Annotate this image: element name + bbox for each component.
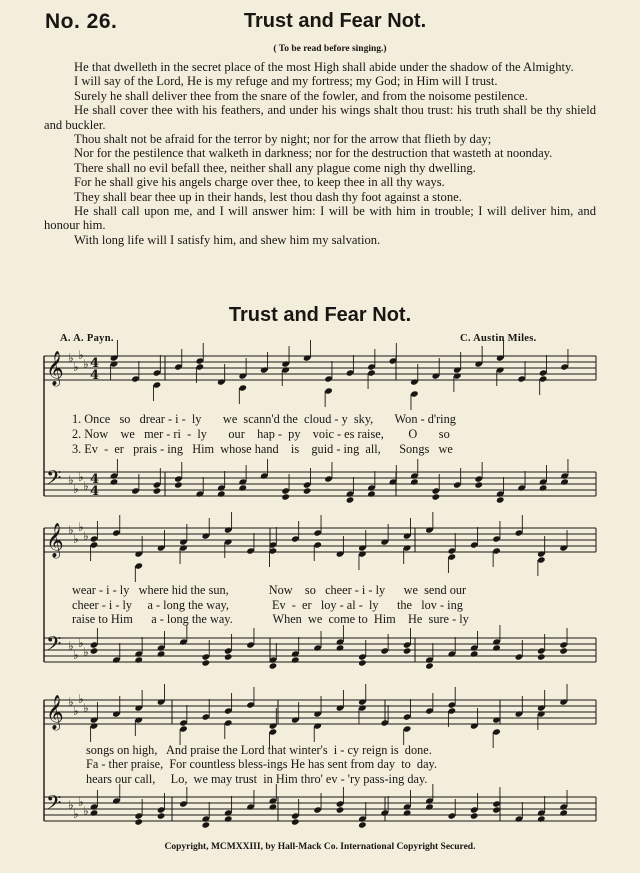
note-head: [157, 650, 166, 657]
copyright-notice: Copyright, MCMXXIII, by Hall-Mack Co. International Copyright Secured.: [164, 842, 476, 852]
note-head: [560, 478, 569, 485]
flat-icon: ♭: [73, 360, 79, 374]
hymn-number: No. 26.: [45, 10, 118, 33]
note-head: [110, 478, 119, 485]
note-head: [358, 659, 367, 666]
note-head: [470, 650, 479, 657]
reading-verse: He shall cover thee with his feathers, and under his wings shalt thou trust: his truth shall be thy shield and buckler.: [44, 103, 596, 132]
reading-verse: I will say of the Lord, He is my refuge and my fortress; my God; in Him will I trust.: [74, 74, 498, 89]
flat-icon: ♭: [83, 645, 89, 659]
flat-icon: ♭: [73, 648, 79, 662]
flat-icon: ♭: [68, 523, 74, 537]
reading-verse: They shall bear thee up in their hands, lest thou dash thy foot against a stone.: [74, 189, 462, 204]
time-signature: 4: [90, 484, 100, 499]
note-head: [425, 662, 434, 669]
note-head: [224, 653, 233, 660]
reading-verse: Thou shalt not be afraid for the terror by night; nor for the arrow that flieth by day;: [74, 132, 492, 147]
note-head: [134, 818, 143, 825]
flat-icon: ♭: [83, 357, 89, 371]
flat-icon: ♭: [83, 804, 89, 818]
note-head: [291, 656, 300, 663]
note-head: [559, 809, 568, 816]
note-head: [492, 644, 501, 651]
lyric-line: wear - i - ly where hid the sun, Now so cheer - i - ly we send our: [72, 583, 467, 597]
flat-icon: ♭: [73, 532, 79, 546]
flat-icon: ♭: [68, 695, 74, 709]
composer-credit: C. Austin Miles.: [460, 333, 537, 344]
note-head: [470, 812, 479, 819]
time-signature: 4: [90, 472, 100, 487]
time-signature: 4: [90, 356, 100, 371]
reading-verse: He shall call upon me, and I will answer him: I will be with him in trouble; I will deliver him, and honour him.: [44, 204, 596, 233]
flat-icon: ♭: [78, 470, 84, 484]
lyric-line: Fa - ther praise, For countless bless-ings He has sent from day to day.: [86, 757, 437, 771]
flat-icon: ♭: [78, 348, 84, 362]
note-head: [559, 647, 568, 654]
flat-icon: ♭: [73, 704, 79, 718]
note-head: [202, 659, 211, 666]
reading-verse: He that dwelleth in the secret place of the most High shall abide under the shadow of the Almighty.: [74, 60, 574, 74]
treble-clef-icon: 𝄞: [46, 523, 64, 558]
note-head: [539, 484, 548, 491]
time-signature: 4: [90, 368, 100, 383]
lyric-line: cheer - i - ly a - long the way, Ev - er loy - al - ly the lov - ing: [72, 598, 463, 612]
note-head: [336, 644, 345, 651]
note-head: [291, 818, 300, 825]
treble-clef-icon: 𝄞: [46, 695, 64, 730]
reading-verse: With long life will I satisfy him, and shew him my salvation.: [74, 232, 381, 247]
lyric-line: hears our call, Lo, we may trust in Him thro' ev - 'ry pass-ing day.: [86, 772, 428, 786]
note-head: [336, 806, 345, 813]
flat-icon: ♭: [73, 482, 79, 496]
treble-clef-icon: 𝄞: [46, 351, 64, 386]
note-head: [367, 490, 376, 497]
note-head: [174, 481, 183, 488]
note-head: [358, 821, 367, 828]
note-head: [496, 496, 505, 503]
flat-icon: ♭: [78, 795, 84, 809]
note-head: [346, 496, 355, 503]
flat-icon: ♭: [83, 479, 89, 493]
lyric-line: songs on high, And praise the Lord that winter's i - cy reign is done.: [86, 743, 432, 757]
note-head: [153, 487, 162, 494]
note-head: [537, 815, 546, 822]
flat-icon: ♭: [68, 351, 74, 365]
note-head: [90, 647, 99, 654]
note-head: [432, 493, 441, 500]
note-head: [281, 493, 290, 500]
note-head: [403, 809, 412, 816]
flat-icon: ♭: [78, 692, 84, 706]
bass-clef-icon: 𝄢: [46, 791, 62, 819]
page-title: Trust and Fear Not.: [243, 10, 427, 32]
note-head: [134, 656, 143, 663]
reading-verse: Surely he shall deliver thee from the snare of the fowler, and from the noisome pestilence.: [74, 88, 528, 103]
note-head: [474, 481, 483, 488]
lyric-line: raise to Him a - long the way. When we come to Him He sure - ly: [72, 612, 469, 626]
flat-icon: ♭: [68, 798, 74, 812]
flat-icon: ♭: [73, 807, 79, 821]
flat-icon: ♭: [83, 701, 89, 715]
note-head: [224, 815, 233, 822]
bass-clef-icon: 𝄢: [46, 632, 62, 660]
reading-verse: For he shall give his angels charge over thee, to keep thee in all thy ways.: [74, 175, 445, 190]
reading-verse: Nor for the pestilence that walketh in darkness; nor for the destruction that wasteth at noonday.: [74, 146, 553, 161]
lyric-line: 2. Now we mer - ri - ly our hap - py voic - es raise, O so: [72, 427, 450, 441]
reading-verse: There shall no evil befall thee, neither shall any plague come nigh thy dwelling.: [74, 160, 476, 175]
bass-clef-icon: 𝄢: [46, 466, 62, 494]
note-head: [403, 647, 412, 654]
flat-icon: ♭: [68, 639, 74, 653]
flat-icon: ♭: [78, 520, 84, 534]
flat-icon: ♭: [83, 529, 89, 543]
note-head: [537, 653, 546, 660]
lyric-line: 3. Ev - er prais - ing Him whose hand is guid - ing all, Songs we: [72, 442, 453, 456]
note-head: [238, 484, 247, 491]
note-head: [90, 809, 99, 816]
song-title: Trust and Fear Not.: [228, 304, 412, 326]
note-head: [303, 487, 312, 494]
note-head: [269, 662, 278, 669]
reading-note: ( To be read before singing.): [273, 44, 387, 54]
note-head: [410, 478, 419, 485]
note-head: [269, 803, 278, 810]
flat-icon: ♭: [68, 473, 74, 487]
lyricist-credit: A. A. Payn.: [60, 333, 114, 344]
note-head: [217, 490, 226, 497]
note-head: [425, 803, 434, 810]
lyric-line: 1. Once so drear - i - ly we scann'd the cloud - y sky, Won - d'ring: [72, 412, 456, 426]
note-head: [202, 821, 211, 828]
note-head: [157, 812, 166, 819]
flat-icon: ♭: [78, 636, 84, 650]
